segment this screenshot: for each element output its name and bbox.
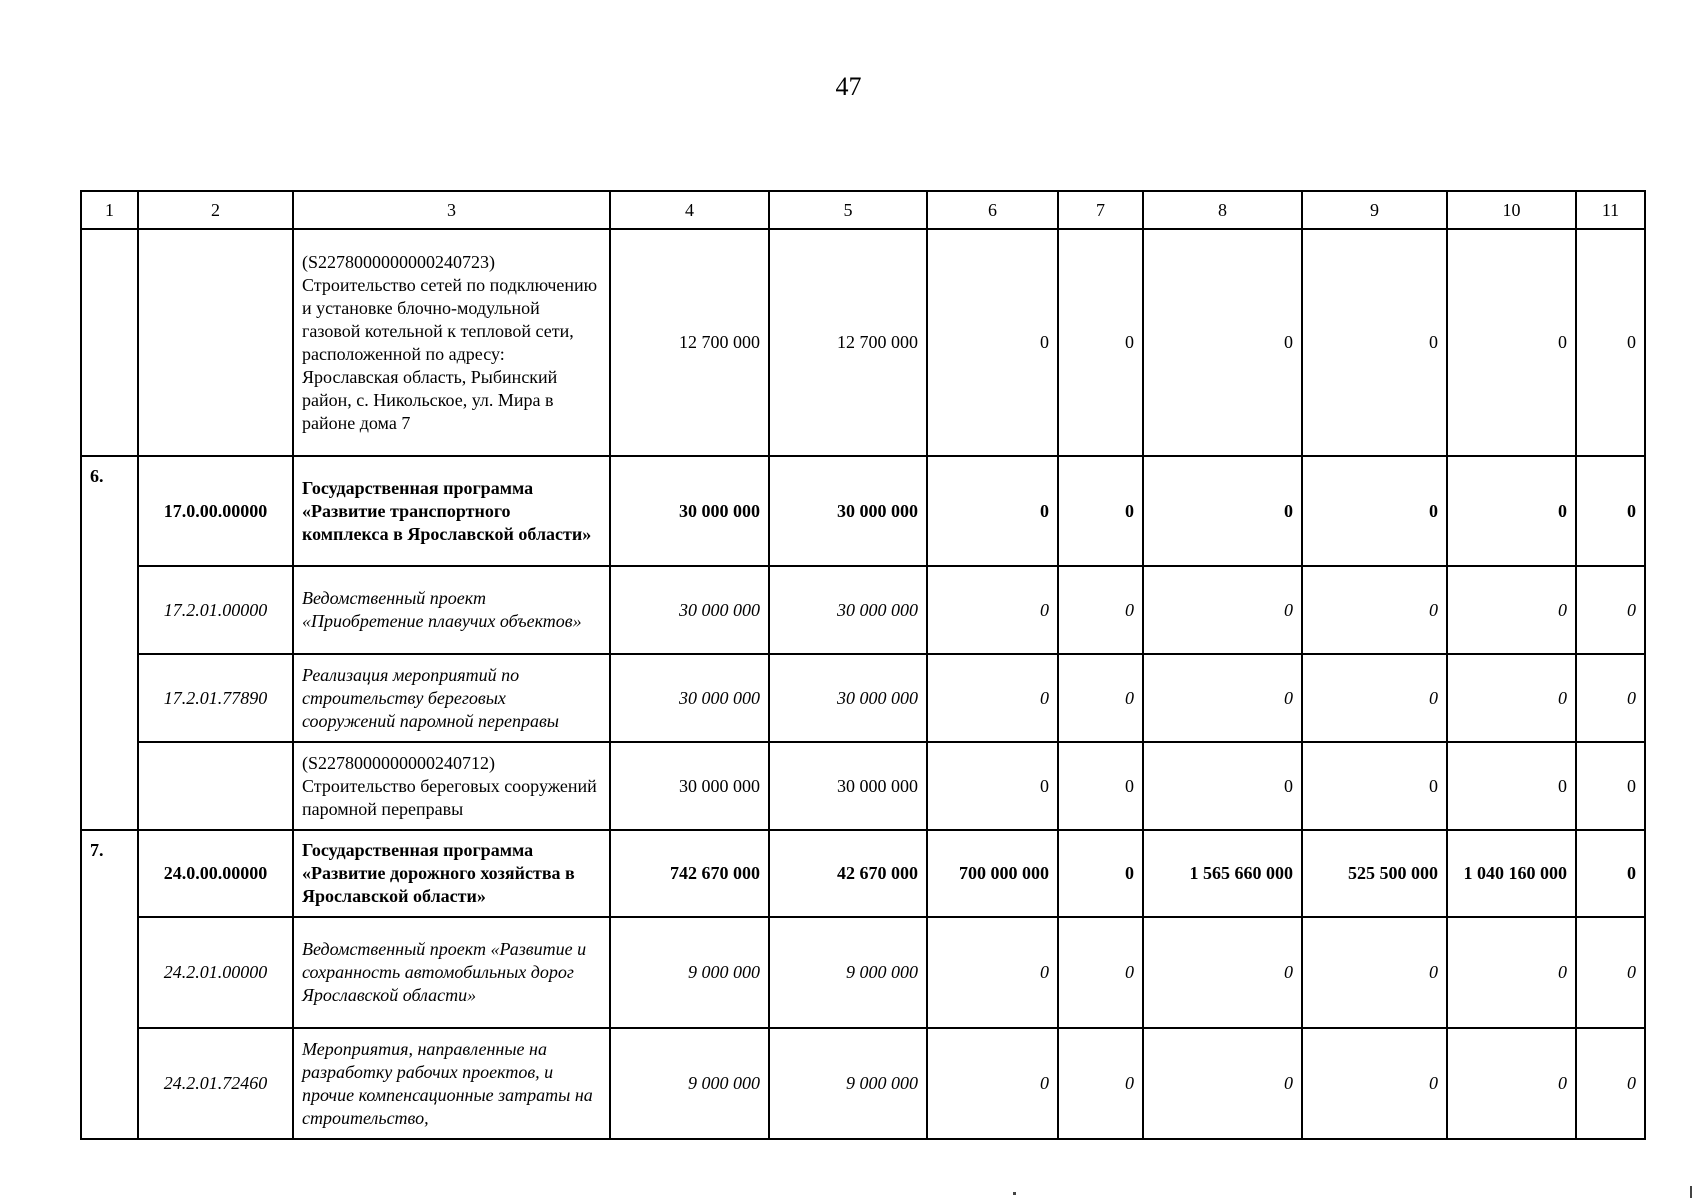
value-cell: 1 040 160 000 (1447, 830, 1576, 917)
row-description: Реализация мероприятий по строительству береговых сооружений паромной переправы (293, 654, 610, 742)
header-cell: 1 (81, 191, 138, 229)
value-cell: 0 (1447, 1028, 1576, 1139)
row-code: 24.0.00.00000 (138, 830, 293, 917)
row-code (138, 229, 293, 456)
row-code: 24.2.01.72460 (138, 1028, 293, 1139)
header-cell: 5 (769, 191, 927, 229)
value-cell: 0 (1058, 229, 1143, 456)
row-description: Государственная программа «Развитие дорожного хозяйства в Ярославской области» (293, 830, 610, 917)
value-cell: 0 (1058, 654, 1143, 742)
value-cell: 0 (1302, 456, 1447, 566)
value-cell: 0 (1058, 742, 1143, 830)
header-cell: 10 (1447, 191, 1576, 229)
value-cell: 0 (1302, 654, 1447, 742)
value-cell: 0 (1576, 654, 1645, 742)
scan-mark (1690, 1186, 1692, 1198)
value-cell: 30 000 000 (769, 456, 927, 566)
value-cell: 30 000 000 (769, 654, 927, 742)
value-cell: 0 (1447, 229, 1576, 456)
value-cell: 0 (1143, 229, 1302, 456)
row-code: 17.2.01.00000 (138, 566, 293, 654)
value-cell: 0 (1302, 1028, 1447, 1139)
value-cell: 0 (1058, 1028, 1143, 1139)
value-cell: 9 000 000 (610, 1028, 769, 1139)
value-cell: 0 (927, 917, 1058, 1028)
value-cell: 9 000 000 (610, 917, 769, 1028)
value-cell: 0 (1447, 566, 1576, 654)
header-cell: 6 (927, 191, 1058, 229)
value-cell: 0 (1576, 742, 1645, 830)
row-code: 17.2.01.77890 (138, 654, 293, 742)
value-cell: 0 (1302, 229, 1447, 456)
header-cell: 3 (293, 191, 610, 229)
header-cell: 8 (1143, 191, 1302, 229)
row-description: Государственная программа «Развитие транспортного комплекса в Ярославской области» (293, 456, 610, 566)
scan-mark (1013, 1192, 1016, 1195)
value-cell: 0 (1143, 654, 1302, 742)
value-cell: 0 (927, 456, 1058, 566)
value-cell: 0 (1143, 1028, 1302, 1139)
table-row (81, 742, 1645, 830)
value-cell: 0 (1576, 229, 1645, 456)
header-row (81, 191, 1645, 229)
row-description: Мероприятия, направленные на разработку рабочих проектов, и прочие компенсационные затраты на строительство, (293, 1028, 610, 1139)
header-cell: 4 (610, 191, 769, 229)
value-cell: 0 (1058, 917, 1143, 1028)
table-row (81, 456, 1645, 566)
row-description: (S2278000000000240723) Строительство сетей по подключению и установке блочно-модульной газовой котельной к тепловой сети, расположенной по адресу: Ярославская область, Рыбинский район, с. Никольское, ул. Мира в районе дома 7 (293, 229, 610, 456)
table-row (81, 830, 1645, 917)
value-cell: 0 (1576, 1028, 1645, 1139)
value-cell: 525 500 000 (1302, 830, 1447, 917)
value-cell: 0 (1058, 456, 1143, 566)
table-row (81, 654, 1645, 742)
table-row (81, 566, 1645, 654)
value-cell: 0 (927, 1028, 1058, 1139)
value-cell: 0 (927, 742, 1058, 830)
value-cell: 0 (1447, 654, 1576, 742)
value-cell: 9 000 000 (769, 1028, 927, 1139)
row-code: 24.2.01.00000 (138, 917, 293, 1028)
value-cell: 0 (927, 229, 1058, 456)
header-cell: 7 (1058, 191, 1143, 229)
value-cell: 0 (1576, 566, 1645, 654)
table-row (81, 917, 1645, 1028)
value-cell: 30 000 000 (610, 566, 769, 654)
budget-table (80, 190, 1646, 1140)
value-cell: 0 (1447, 456, 1576, 566)
value-cell: 0 (927, 654, 1058, 742)
value-cell: 0 (1143, 456, 1302, 566)
value-cell: 0 (1576, 917, 1645, 1028)
value-cell: 0 (1576, 830, 1645, 917)
value-cell: 42 670 000 (769, 830, 927, 917)
value-cell: 0 (1447, 917, 1576, 1028)
value-cell: 1 565 660 000 (1143, 830, 1302, 917)
value-cell: 9 000 000 (769, 917, 927, 1028)
row-code (138, 742, 293, 830)
row-description: Ведомственный проект «Развитие и сохранность автомобильных дорог Ярославской области» (293, 917, 610, 1028)
value-cell: 700 000 000 (927, 830, 1058, 917)
value-cell: 0 (1576, 456, 1645, 566)
value-cell: 0 (1447, 742, 1576, 830)
value-cell: 30 000 000 (610, 742, 769, 830)
value-cell: 742 670 000 (610, 830, 769, 917)
value-cell: 0 (1302, 566, 1447, 654)
value-cell: 0 (1143, 566, 1302, 654)
value-cell: 30 000 000 (769, 742, 927, 830)
value-cell: 0 (1302, 917, 1447, 1028)
value-cell: 12 700 000 (769, 229, 927, 456)
header-cell: 9 (1302, 191, 1447, 229)
header-cell: 2 (138, 191, 293, 229)
row-number: 7. (81, 830, 138, 1139)
page-number: 47 (835, 72, 862, 101)
value-cell: 0 (1058, 830, 1143, 917)
row-code: 17.0.00.00000 (138, 456, 293, 566)
value-cell: 30 000 000 (610, 456, 769, 566)
row-description: (S2278000000000240712) Строительство береговых сооружений паромной переправы (293, 742, 610, 830)
value-cell: 30 000 000 (610, 654, 769, 742)
value-cell: 0 (927, 566, 1058, 654)
value-cell: 0 (1143, 742, 1302, 830)
value-cell: 0 (1058, 566, 1143, 654)
row-description: Ведомственный проект «Приобретение плавучих объектов» (293, 566, 610, 654)
value-cell: 0 (1302, 742, 1447, 830)
row-number (81, 229, 138, 456)
value-cell: 12 700 000 (610, 229, 769, 456)
table-row (81, 229, 1645, 456)
table-row (81, 1028, 1645, 1139)
value-cell: 30 000 000 (769, 566, 927, 654)
value-cell: 0 (1143, 917, 1302, 1028)
row-number: 6. (81, 456, 138, 830)
header-cell: 11 (1576, 191, 1645, 229)
